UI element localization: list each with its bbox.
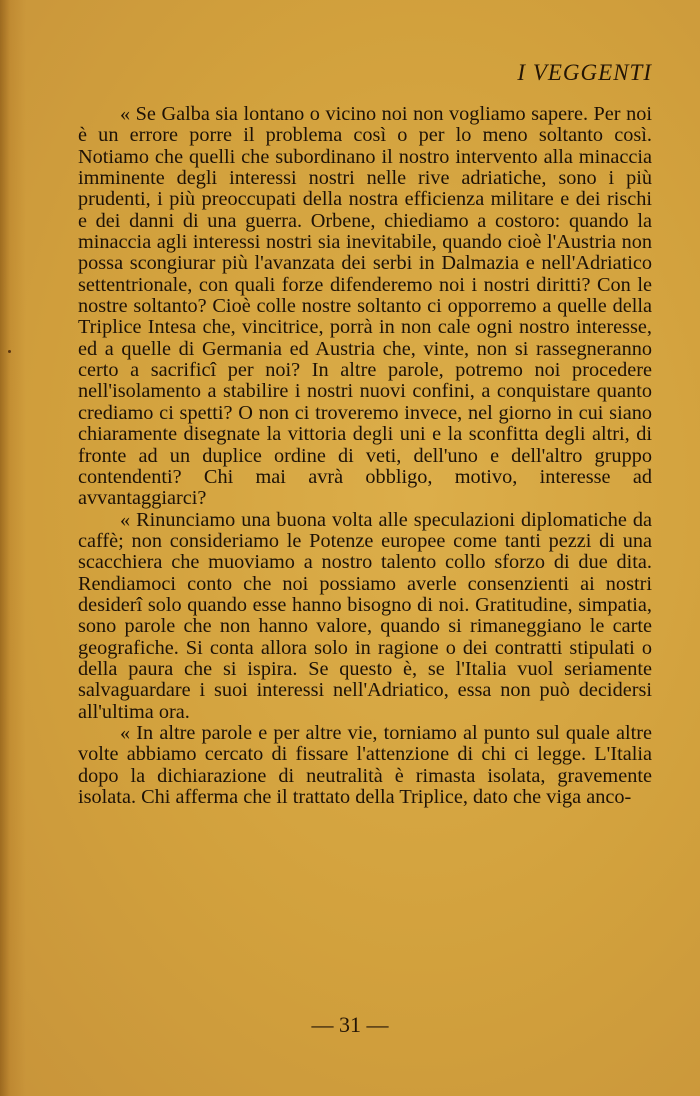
- paragraph-1: « Se Galba sia lontano o vicino noi non vogliamo sapere. Per noi è un errore porre il problema così o per lo meno soltanto così. Notiamo che quelli che subordinano il nostro intervento alla minaccia imminente degli interessi nostri nelle rive adriatiche, sono i più prudenti, i più preoccupati della nostra efficienza militare e dei rischi e dei danni di una guerra. Orbene, chiediamo a costoro: quando la minaccia agli interessi nostri sia inevitabile, quando cioè l'Austria non possa scongiurar più l'avanzata dei serbi in Dalmazia e nell'Adriatico settentrionale, con quali forze difenderemo noi i nostri diritti? Con le nostre soltanto? Cioè colle nostre soltanto ci opporremo a quelle della Triplice Intesa che, vincitrice, porrà in non cale ogni nostro interesse, ed a quelle di Germania ed Austria che, vinte, non si rassegneranno certo a sacrificî per noi? In altre parole, potremo noi procedere nell'isolamento a stabilire i nostri nuovi confini, a conquistare quanto crediamo ci spetti? O non ci troveremo invece, nel giorno in cui siano chiaramente disegnate la vittoria degli uni e la sconfitta degli altri, di fronte ad un duplice ordine di veti, dell'uno e dell'altro gruppo contendenti? Chi mai avrà obbligo, motivo, interesse ad avvantaggiarci?: [78, 103, 652, 510]
- paragraph-3: « In altre parole e per altre vie, torniamo al punto sul quale altre volte abbiamo cercato di fissare l'attenzione di chi ci legge. L'Italia dopo la dichiarazione di neutralità è rimasta isolata, gravemente isolata. Chi afferma che il trattato della Triplice, dato che viga anco-: [78, 721, 652, 808]
- paper-speck: [8, 350, 11, 353]
- paragraph-2: « Rinunciamo una buona volta alle speculazioni diplomatiche da caffè; non consideriamo le Potenze europee come tanti pezzi di una scacchiera che muoviamo a nostro talento collo sforzo di due dita. Rendiamoci conto che noi possiamo averle consenzienti ai nostri desiderî solo quando esse hanno bisogno di noi. Gratitudine, simpatia, sono parole che non hanno valore, quando si rimaneggiano le carte geografiche. Si conta allora solo in ragione o dei contratti stipulati o della paura che si ispira. Se questo è, se l'Italia vuol seriamente salvaguardare i suoi interessi nell'Adriatico, essa non può decidersi all'ultima ora.: [78, 508, 652, 723]
- running-title: I VEGGENTI: [517, 60, 652, 85]
- page-body: [78, 104, 652, 808]
- page-number: — 31 —: [311, 1012, 389, 1037]
